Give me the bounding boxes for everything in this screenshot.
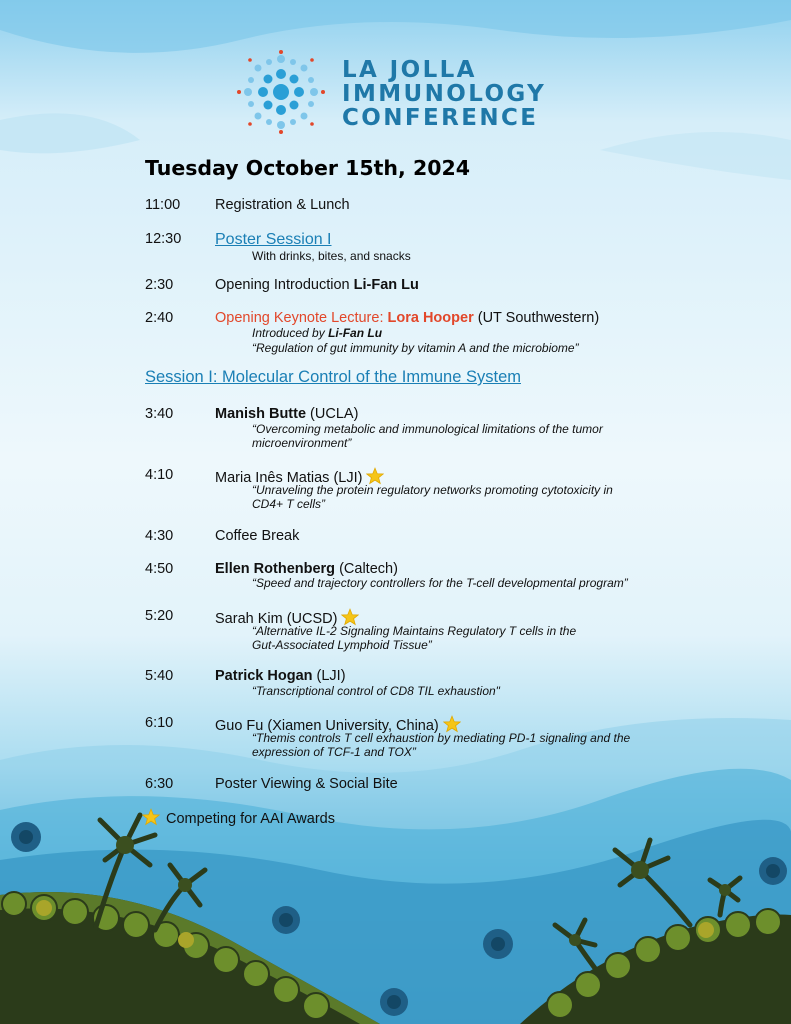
speaker-name: Lora Hooper bbox=[387, 310, 474, 326]
event-description: With drinks, bites, and snacks bbox=[252, 249, 411, 263]
time: 12:30 bbox=[145, 231, 182, 247]
keynote-label: Opening Keynote Lecture: bbox=[215, 310, 388, 326]
introduced-by-label: Introduced by bbox=[252, 326, 329, 340]
immune-cell-logo-icon bbox=[236, 50, 326, 134]
talk-title-line-1: “Unraveling the protein regulatory networks promoting cytotoxicity in bbox=[252, 483, 613, 497]
event-title: Coffee Break bbox=[215, 528, 300, 544]
talk-title: “Transcriptional control of CD8 TIL exhaustion" bbox=[252, 684, 500, 698]
speaker-name: Maria Inês Matias (LJI) bbox=[215, 470, 363, 486]
star-icon bbox=[142, 808, 160, 826]
talk-title-line-2: Gut-Associated Lymphoid Tissue” bbox=[252, 638, 432, 652]
conference-wordmark bbox=[342, 58, 546, 130]
page-title: Tuesday October 15th, 2024 bbox=[145, 156, 470, 180]
speaker-name: Ellen Rothenberg bbox=[215, 561, 336, 577]
time: 6:30 bbox=[145, 776, 174, 792]
time: 2:40 bbox=[145, 310, 174, 326]
time: 5:20 bbox=[145, 608, 174, 624]
event-title: Poster Viewing & Social Bite bbox=[215, 776, 398, 792]
time: 2:30 bbox=[145, 277, 174, 293]
time: 6:10 bbox=[145, 715, 174, 731]
wordmark-line-2: IMMUNOLOGY bbox=[342, 81, 547, 107]
legend-text: Competing for AAI Awards bbox=[166, 811, 335, 827]
talk-title-line-2: CD4+ T cells” bbox=[252, 497, 326, 511]
talk-title-line-2: expression of TCF-1 and TOX” bbox=[252, 745, 416, 759]
introduced-by bbox=[252, 326, 382, 341]
talk-title: “Regulation of gut immunity by vitamin A and the microbiome” bbox=[252, 341, 579, 355]
time: 4:50 bbox=[145, 561, 174, 577]
speaker-name: Guo Fu (Xiamen University, China) bbox=[215, 718, 439, 734]
speaker-affiliation: (Caltech) bbox=[335, 561, 398, 577]
talk-title-line-1: “Overcoming metabolic and immunological limitations of the tumor bbox=[252, 422, 603, 436]
event-title: Opening Introduction bbox=[215, 277, 354, 293]
poster-session-link[interactable]: Poster Session I bbox=[215, 231, 332, 248]
speaker-name: Li-Fan Lu bbox=[353, 277, 419, 293]
wordmark-line-3: CONFERENCE bbox=[342, 105, 539, 131]
award-legend bbox=[142, 808, 335, 827]
speaker-name: Manish Butte bbox=[215, 406, 307, 422]
event-title: Registration & Lunch bbox=[215, 197, 350, 213]
talk-title-line-1: “Themis controls T cell exhaustion by mediating PD-1 signaling and the bbox=[252, 731, 631, 745]
session-heading-link[interactable]: Session I: Molecular Control of the Immune System bbox=[145, 368, 521, 386]
introducer-name: Li-Fan Lu bbox=[328, 326, 383, 340]
talk-title-line-1: “Alternative IL-2 Signaling Maintains Regulatory T cells in the bbox=[252, 624, 577, 638]
speaker-affiliation: (LJI) bbox=[312, 668, 346, 684]
time: 4:30 bbox=[145, 528, 174, 544]
speaker-affiliation: (UT Southwestern) bbox=[473, 310, 600, 326]
talk-title-line-2: microenvironment” bbox=[252, 436, 352, 450]
speaker-affiliation: (UCLA) bbox=[306, 406, 359, 422]
time: 5:40 bbox=[145, 668, 174, 684]
time: 3:40 bbox=[145, 406, 174, 422]
speaker-name: Sarah Kim (UCSD) bbox=[215, 611, 338, 627]
talk-title: “Speed and trajectory controllers for the T-cell developmental program” bbox=[252, 576, 628, 590]
speaker-name: Patrick Hogan bbox=[215, 668, 313, 684]
time: 11:00 bbox=[145, 197, 181, 213]
time: 4:10 bbox=[145, 467, 174, 483]
wordmark-line-1: LA JOLLA bbox=[342, 57, 477, 83]
